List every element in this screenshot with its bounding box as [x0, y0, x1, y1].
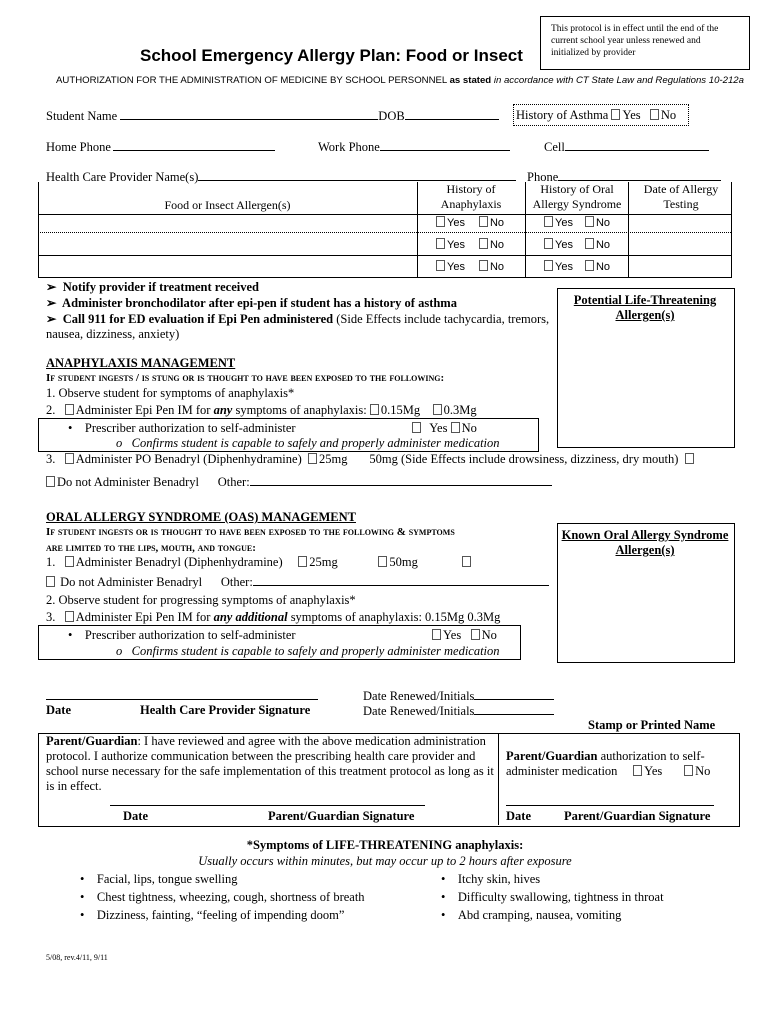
oas-50-checkbox[interactable]	[378, 556, 387, 567]
provider-signature-line[interactable]	[46, 699, 318, 700]
oas-50-label: 50mg	[389, 555, 418, 569]
dose-03-checkbox[interactable]	[433, 404, 442, 415]
home-phone-label: Home Phone	[46, 140, 111, 154]
provider-date-label: Date	[46, 703, 71, 717]
prescriber-no-checkbox[interactable]	[451, 422, 460, 433]
col-anaphylaxis-header: History of Anaphylaxis	[440, 182, 502, 211]
authorization-law: in accordance with CT State Law and Regulations 10-212a	[493, 75, 744, 86]
symptoms-subtitle: Usually occurs within minutes, but may occur up to 2 hours after exposure	[198, 854, 572, 868]
checkbox[interactable]	[479, 216, 488, 227]
other-line[interactable]	[250, 474, 552, 486]
symptom-right-1	[441, 872, 540, 887]
dob-line[interactable]	[405, 108, 499, 120]
oas-prescriber-text: Prescriber authorization to self-administer	[84, 628, 296, 642]
provider-signature-label: Health Care Provider Signature	[140, 703, 311, 717]
oas-other-line[interactable]	[253, 574, 549, 586]
circle-bullet-icon: o	[116, 644, 123, 658]
date-renewed-2-label: Date Renewed/Initials	[363, 704, 475, 718]
oas-epipen-text: Administer Epi Pen IM for	[75, 610, 211, 624]
date-renewed-2	[363, 703, 554, 719]
potential-allergens-title: Potential Life-Threatening Allergen(s)	[573, 293, 717, 322]
checkbox[interactable]	[436, 260, 445, 271]
parent-self-administer	[506, 749, 734, 779]
student-name-field[interactable]	[46, 108, 499, 124]
checkbox[interactable]	[479, 238, 488, 249]
no-label: No	[489, 239, 505, 251]
bullet-icon: •	[441, 872, 446, 886]
anaphylaxis-no-benadryl	[46, 474, 552, 490]
bullet-icon: •	[441, 908, 446, 922]
arrow-bullet-icon: ➢	[46, 280, 57, 294]
anaphylaxis-step-3	[46, 452, 696, 467]
cell-line[interactable]	[565, 139, 709, 151]
date-renewed-1-line[interactable]	[474, 688, 554, 700]
yes-label: Yes	[447, 261, 465, 273]
benadryl-50-checkbox[interactable]	[685, 453, 694, 464]
oas-prescriber-no-label: No	[481, 628, 497, 642]
provider-name-label: Health Care Provider Name(s)	[46, 170, 199, 184]
yes-label: Yes	[555, 239, 573, 251]
no-label: No	[489, 261, 505, 273]
authorization-bold: as stated	[449, 75, 492, 86]
row1-anaphylaxis-options	[436, 216, 504, 229]
bullet-icon: •	[80, 872, 85, 886]
instruction-notify	[46, 279, 259, 295]
oas-other-label: Other:	[220, 575, 253, 589]
revision-footer: 5/08, rev.4/11, 9/11	[46, 953, 108, 962]
student-name-label: Student Name	[46, 109, 118, 123]
epipen-checkbox[interactable]	[65, 404, 74, 415]
anaphylaxis-confirms	[116, 436, 500, 451]
prescriber-no-label: No	[461, 421, 477, 435]
instruction-notify-text: Notify provider if treatment received	[62, 280, 259, 294]
anaphylaxis-step-1: 1. Observe student for symptoms of anaphylaxis*	[46, 386, 295, 400]
symptom-text: Difficulty swallowing, tightness in throat	[457, 890, 664, 904]
row2-oas-options	[544, 238, 610, 251]
prescriber-yes-label: Yes	[429, 421, 448, 435]
row3-anaphylaxis-options	[436, 260, 504, 273]
oas-step-2: 2. Observe student for progressing symptoms of anaphylaxis*	[46, 593, 356, 607]
circle-bullet-icon: o	[116, 436, 123, 450]
checkbox[interactable]	[436, 238, 445, 249]
symptom-left-3	[80, 908, 344, 923]
table-rule	[38, 182, 39, 278]
home-phone-field[interactable]	[46, 139, 275, 155]
col-allergen-header: Food or Insect Allergen(s)	[164, 198, 291, 212]
provider-name-line[interactable]	[198, 169, 516, 181]
symptom-left-1	[80, 872, 238, 887]
arrow-bullet-icon: ➢	[46, 296, 57, 310]
oas-epipen-any-additional: any additional	[213, 610, 288, 624]
oas-25-label: 25mg	[309, 555, 338, 569]
dob-label: DOB	[378, 109, 405, 123]
symptom-text: Abd cramping, nausea, vomiting	[457, 908, 622, 922]
oas-step-1	[46, 555, 473, 570]
oas-prescriber-no-checkbox[interactable]	[471, 629, 480, 640]
provider-phone-line[interactable]	[558, 169, 721, 181]
oas-heading: ORAL ALLERGY SYNDROME (OAS) MANAGEMENT	[46, 510, 356, 524]
asthma-yes-label: Yes	[622, 108, 641, 122]
step-number: 1.	[46, 555, 56, 569]
benadryl-25-label: 25mg	[319, 452, 348, 466]
symptom-text: Dizziness, fainting, “feeling of impending doom”	[96, 908, 345, 922]
benadryl-50-label: 50mg (Side Effects include drowsiness, dizziness, dry mouth)	[369, 452, 679, 466]
yes-label: Yes	[555, 217, 573, 229]
checkbox[interactable]	[585, 238, 594, 249]
table-rule	[628, 182, 629, 278]
symptoms-title: *Symptoms of LIFE-THREATENING anaphylaxis:	[246, 838, 524, 852]
instruction-911-text: Call 911 for ED evaluation if Epi Pen administered	[62, 312, 334, 326]
no-label: No	[595, 217, 611, 229]
checkbox[interactable]	[544, 216, 553, 227]
instruction-911-side-effects: (Side Effects include tachycardia, tremors,	[336, 312, 550, 326]
parent-no-label: No	[695, 764, 711, 778]
asthma-yes-checkbox[interactable]	[611, 109, 620, 120]
step-number: 2.	[46, 403, 56, 417]
parent-box-divider	[498, 733, 499, 825]
anaphylaxis-prescriber-options	[412, 421, 477, 436]
work-phone-line[interactable]	[380, 139, 510, 151]
oas-prescriber	[68, 628, 296, 643]
checkbox[interactable]	[436, 216, 445, 227]
home-phone-line[interactable]	[113, 139, 275, 151]
asthma-no-label: No	[660, 108, 677, 122]
bullet-icon: •	[80, 890, 85, 904]
checkbox[interactable]	[585, 216, 594, 227]
known-oas-title: Known Oral Allergy Syndrome Allergen(s)	[561, 528, 729, 557]
symptom-text: Chest tightness, wheezing, cough, shortness of breath	[96, 890, 365, 904]
stamp-label: Stamp or Printed Name	[588, 718, 716, 732]
yes-label: Yes	[447, 217, 465, 229]
checkbox[interactable]	[585, 260, 594, 271]
benadryl-text: Administer PO Benadryl (Diphenhydramine)	[75, 452, 302, 466]
oas-subheading-1: If student ingests or is thought to have been exposed to the following & symptoms	[46, 526, 455, 538]
oas-extra-checkbox[interactable]	[462, 556, 471, 567]
asthma-label: History of Asthma	[516, 108, 609, 122]
symptom-left-2	[80, 890, 365, 905]
no-benadryl-label: Do not Administer Benadryl	[57, 475, 199, 489]
dose-015-label: 0.15Mg	[380, 403, 421, 417]
date-renewed-1	[363, 688, 554, 704]
oas-no-benadryl-label: Do not Administer Benadryl	[60, 575, 203, 589]
date-renewed-2-line[interactable]	[474, 703, 554, 715]
instruction-911	[46, 311, 549, 327]
oas-epipen-doses: symptoms of anaphylaxis: 0.15Mg 0.3Mg	[290, 610, 501, 624]
step-number: 3.	[46, 610, 56, 624]
checkbox[interactable]	[479, 260, 488, 271]
oas-no-benadryl-checkbox[interactable]	[46, 576, 55, 587]
parent-consent-body: : I have reviewed and agree with the above medication administration protocol. I authorize communication between the prescribing health care provider and school nurse necessary for the safe implementation of this treatment protocol as long as it is in effect.	[46, 734, 494, 793]
anaphylaxis-heading: ANAPHYLAXIS MANAGEMENT	[46, 356, 236, 370]
row2-anaphylaxis-options	[436, 238, 504, 251]
authorization-main: AUTHORIZATION FOR THE ADMINISTRATION OF MEDICINE BY SCHOOL PERSONNEL	[56, 75, 447, 86]
anaphylaxis-subheading: If student ingests / is stung or is thought to have been exposed to the following:	[46, 372, 445, 384]
instruction-bronchodilator	[46, 295, 457, 311]
bullet-icon: •	[80, 908, 85, 922]
oas-prescriber-options	[432, 628, 497, 643]
yes-label: Yes	[447, 239, 465, 251]
step-number: 3.	[46, 452, 56, 466]
col-testing-header: Date of Allergy Testing	[643, 182, 719, 211]
bullet-icon: •	[68, 421, 73, 435]
parent-signature-label-right: Parent/Guardian Signature	[564, 809, 711, 823]
asthma-field	[516, 108, 676, 123]
checkbox[interactable]	[544, 260, 553, 271]
protocol-notice: This protocol is in effect until the end of the current school year unless renewed and initialized by provider	[540, 16, 750, 70]
no-label: No	[595, 261, 611, 273]
provider-phone-label: Phone	[527, 170, 559, 184]
epipen-any: any	[213, 403, 233, 417]
col-oas-header: History of Oral Allergy Syndrome	[532, 182, 622, 211]
oas-confirms-text: Confirms student is capable to safely and properly administer medication	[131, 644, 500, 658]
epipen-symptoms: symptoms of anaphylaxis:	[235, 403, 367, 417]
yes-label: Yes	[555, 261, 573, 273]
oas-confirms	[116, 644, 500, 659]
symptom-right-3	[441, 908, 621, 923]
anaphylaxis-step-2	[46, 403, 477, 418]
parent-auth-text: authorization to self-administer medication	[506, 749, 705, 778]
parent-consent-text	[46, 734, 494, 794]
bullet-icon: •	[68, 628, 73, 642]
benadryl-checkbox[interactable]	[65, 453, 74, 464]
cell-label: Cell	[544, 140, 565, 154]
parent-auth-label: Parent/Guardian	[506, 749, 598, 763]
confirms-text: Confirms student is capable to safely and properly administer medication	[131, 436, 500, 450]
table-rule	[525, 182, 526, 278]
symptom-text: Itchy skin, hives	[457, 872, 541, 886]
work-phone-label: Work Phone	[318, 140, 380, 154]
oas-subheading-2: are limited to the lips, mouth, and tongue:	[46, 542, 256, 554]
benadryl-25-checkbox[interactable]	[308, 453, 317, 464]
table-rule	[417, 182, 418, 278]
parent-date-label: Date	[123, 809, 148, 823]
parent-yes-checkbox[interactable]	[633, 765, 642, 776]
other-label: Other:	[217, 475, 250, 489]
no-label: No	[595, 239, 611, 251]
oas-25-checkbox[interactable]	[298, 556, 307, 567]
table-rule	[731, 182, 732, 278]
bullet-icon: •	[441, 890, 446, 904]
oas-no-benadryl	[46, 574, 549, 590]
no-benadryl-checkbox[interactable]	[46, 476, 55, 487]
parent-no-checkbox[interactable]	[684, 765, 693, 776]
instruction-911-continued: nausea, dizziness, anxiety)	[46, 327, 180, 341]
page-title: School Emergency Allergy Plan: Food or Insect	[140, 46, 523, 65]
asthma-no-checkbox[interactable]	[650, 109, 659, 120]
prescriber-yes-checkbox[interactable]	[412, 422, 421, 433]
dose-03-label: 0.3Mg	[443, 403, 477, 417]
anaphylaxis-prescriber	[68, 421, 296, 436]
oas-step-3	[46, 610, 500, 625]
parent-yes-label: Yes	[644, 764, 663, 778]
date-renewed-1-label: Date Renewed/Initials	[363, 689, 475, 703]
cell-field[interactable]	[544, 139, 709, 155]
oas-benadryl-checkbox[interactable]	[65, 556, 74, 567]
symptom-right-2	[441, 890, 664, 905]
oas-prescriber-yes-checkbox[interactable]	[432, 629, 441, 640]
instruction-bronchodilator-text: Administer bronchodilator after epi-pen if student has a history of asthma	[62, 296, 457, 310]
parent-signature-line-right[interactable]	[506, 805, 714, 806]
parent-signature-label: Parent/Guardian Signature	[268, 809, 415, 823]
row1-oas-options	[544, 216, 610, 229]
authorization-statement	[56, 75, 744, 86]
checkbox[interactable]	[544, 238, 553, 249]
oas-prescriber-yes-label: Yes	[443, 628, 462, 642]
parent-label: Parent/Guardian	[46, 734, 138, 748]
arrow-bullet-icon: ➢	[46, 312, 57, 326]
oas-epipen-checkbox[interactable]	[65, 611, 74, 622]
symptom-text: Facial, lips, tongue swelling	[96, 872, 238, 886]
epipen-text: Administer Epi Pen IM for	[75, 403, 211, 417]
row3-oas-options	[544, 260, 610, 273]
parent-signature-line-left[interactable]	[110, 805, 425, 806]
dose-015-checkbox[interactable]	[370, 404, 379, 415]
work-phone-field[interactable]	[318, 139, 510, 155]
prescriber-text: Prescriber authorization to self-administer	[84, 421, 296, 435]
oas-benadryl-text: Administer Benadryl (Diphenhydramine)	[75, 555, 283, 569]
no-label: No	[489, 217, 505, 229]
parent-date-label-right: Date	[506, 809, 531, 823]
student-name-line[interactable]	[120, 108, 378, 120]
